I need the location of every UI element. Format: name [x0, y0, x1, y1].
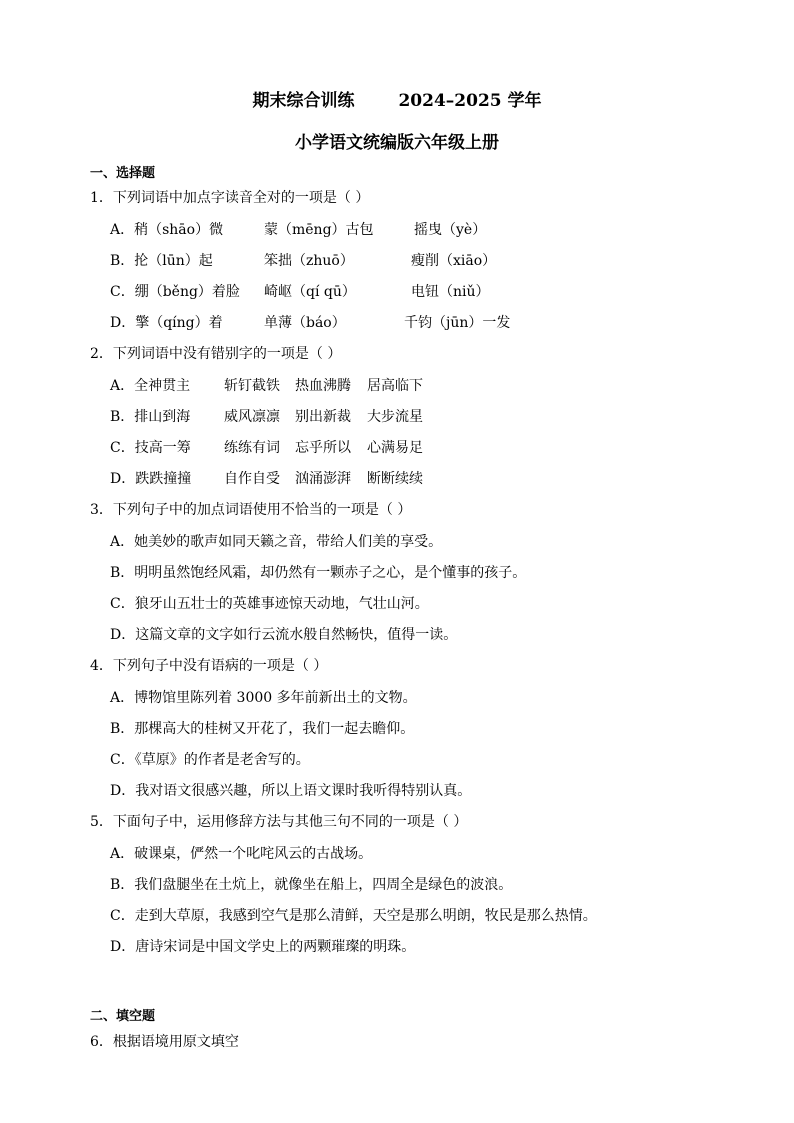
- question-5-option-c: C．走到大草原，我感到空气是那么清鲜，天空是那么明朗，牧民是那么热情。: [110, 908, 597, 924]
- option-text: C．技高一筹: [110, 440, 191, 456]
- question-5-option-a: A．破课桌，俨然一个叱咤风云的古战场。: [110, 846, 373, 862]
- option-text: D．擎（qíng）着: [110, 315, 223, 331]
- option-text: 汹涌澎湃: [295, 471, 351, 487]
- option-text: 居高临下: [367, 378, 423, 394]
- question-4-option-c: C．《草原》的作者是老舍写的。: [110, 752, 310, 768]
- option-text: 崎岖（qí qū）: [264, 284, 356, 300]
- option-text: 千钧（jūn）一发: [404, 315, 511, 331]
- question-4-option-d: D．我对语文很感兴趣，所以上语文课时我听得特别认真。: [110, 783, 472, 799]
- question-1-stem: 1．下列词语中加点字读音全对的一项是（ ）: [90, 190, 370, 206]
- option-text: B．排山到海: [110, 409, 191, 425]
- question-3-option-a: A．她美妙的歌声如同天籁之音，带给人们美的享受。: [110, 534, 443, 550]
- option-text: C．绷（běng）着脸: [110, 284, 240, 300]
- option-text: 摇曳（yè）: [414, 222, 487, 238]
- option-text: A．稍（shāo）微: [110, 222, 224, 238]
- exam-title: [0, 86, 794, 111]
- question-2-stem: 2．下列词语中没有错别字的一项是（ ）: [90, 346, 342, 362]
- option-text: 瘦削（xiāo）: [411, 253, 497, 269]
- section-heading-choice: 一、选择题: [90, 166, 156, 181]
- question-5-option-b: B．我们盘腿坐在土炕上，就像坐在船上，四周全是绿色的波浪。: [110, 877, 513, 893]
- question-3-option-b: B．明明虽然饱经风霜，却仍然有一颗赤子之心，是个懂事的孩子。: [110, 565, 527, 581]
- question-5-option-d: D．唐诗宋词是中国文学史上的两颗璀璨的明珠。: [110, 939, 416, 955]
- option-text: 大步流星: [367, 409, 423, 425]
- option-text: 练练有词: [224, 440, 280, 456]
- question-4-option-b: B．那棵高大的桂树又开花了，我们一起去瞻仰。: [110, 721, 415, 737]
- option-text: 蒙（mēng）古包: [264, 222, 374, 238]
- question-3-option-d: D．这篇文章的文字如行云流水般自然畅快，值得一读。: [110, 627, 458, 643]
- option-text: 斩钉截铁: [224, 378, 280, 394]
- question-3-option-c: C．狼牙山五壮士的英雄事迹惊天动地，气壮山河。: [110, 596, 429, 612]
- option-text: 忘乎所以: [295, 440, 351, 456]
- option-text: D．跌跌撞撞: [110, 471, 192, 487]
- question-4-stem: 4．下列句子中没有语病的一项是（ ）: [90, 658, 328, 674]
- option-text: 单薄（báo）: [264, 315, 346, 331]
- option-text: 热血沸腾: [295, 378, 351, 394]
- exam-title-year: 2024–2025 学年: [398, 91, 542, 111]
- option-text: 笨拙（zhuō）: [264, 253, 354, 269]
- question-5-stem: 5．下面句子中，运用修辞方法与其他三句不同的一项是（ ）: [90, 814, 468, 830]
- question-4-option-a: A．博物馆里陈列着 3000 多年前新出土的文物。: [110, 690, 417, 706]
- option-text: 别出新裁: [295, 409, 351, 425]
- question-6-stem: 6．根据语境用原文填空: [90, 1034, 239, 1050]
- question-3-stem: 3．下列句子中的加点词语使用不恰当的一项是（ ）: [90, 502, 412, 518]
- section-heading-fill: 二、填空题: [90, 1009, 156, 1024]
- option-text: 心满易足: [367, 440, 423, 456]
- option-text: 自作自受: [224, 471, 280, 487]
- option-text: B．抡（lūn）起: [110, 253, 213, 269]
- exam-subtitle: 小学语文统编版六年级上册: [295, 133, 499, 153]
- option-text: 断断续续: [367, 471, 423, 487]
- option-text: 威风凛凛: [224, 409, 280, 425]
- option-text: 电钮（niǔ）: [411, 284, 490, 300]
- exam-title-main: 期末综合训练: [252, 91, 355, 111]
- option-text: A．全神贯主: [110, 378, 191, 394]
